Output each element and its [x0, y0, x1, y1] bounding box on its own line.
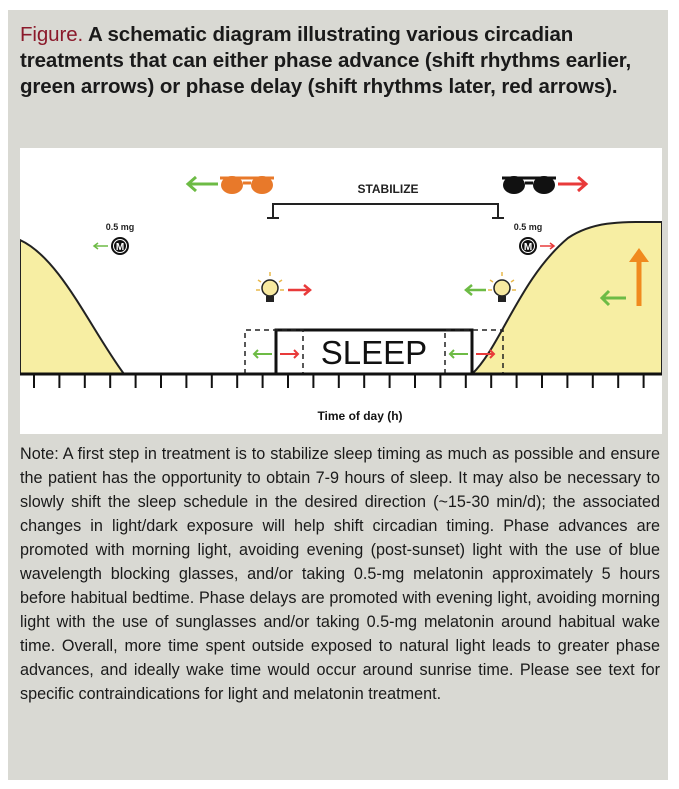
- melatonin-symbol-left: M: [115, 242, 125, 253]
- blue-blocking-glasses-icon: [220, 176, 274, 194]
- axis-label: Time of day (h): [317, 409, 403, 423]
- caption-text: A schematic diagram illustrating various circadian treatments that can either phase advance (shift rhythms earlier, green arrows) or phase delay (shift rhythms later, red arrows).: [20, 23, 632, 98]
- lightbulb-icon-left: [256, 272, 284, 302]
- evening-light-curve: [20, 240, 124, 374]
- diagram-svg: [20, 148, 662, 434]
- figure-caption: [20, 22, 660, 100]
- caption-lead: Figure.: [20, 23, 84, 46]
- figure-panel: [8, 10, 668, 780]
- axis-ticks: [34, 374, 644, 388]
- lightbulb-icon-right: [488, 272, 516, 302]
- melatonin-pill-icon-right: [519, 237, 537, 255]
- melatonin-symbol-right: M: [523, 242, 533, 253]
- sunglasses-delay-arrow: [558, 177, 586, 191]
- figure-note: Note: A first step in treatment is to stabilize sleep timing as much as possible and ensure the patient has the opportunity to obtain 7-9 hours of sleep. It may also be necessary to slowly shift the sleep schedule in the desired direction (~15-30 min/d); the associated changes in light/dark exposure will help shift circadian timing. Phase advances are promoted with morning light, avoiding evening (post-sunset) light with the use of blue wavelength blocking glasses, and/or taking 0.5-mg melatonin approximately 5 hours before habitual bedtime. Phase delays are promoted with evening light, avoiding morning light with the use of sunglasses and/or taking 0.5-mg melatonin around habitual wake time. Overall, more time spent outside exposed to natural light leads to greater phase advances, and ideally wake time would occur around sunrise time. Please see text for specific contraindications for light and melatonin treatment.: [20, 445, 660, 703]
- melatonin-dose-left: 0.5 mg: [105, 222, 135, 232]
- sunglasses-icon: [502, 176, 556, 194]
- stabilize-bracket: [273, 204, 498, 218]
- melatonin-dose-right: 0.5 mg: [513, 222, 543, 232]
- circadian-diagram: [20, 148, 662, 434]
- glasses-advance-arrow: [188, 177, 218, 191]
- sleep-onset-advance-arrow: [254, 350, 272, 358]
- stabilize-label: STABILIZE: [357, 182, 419, 196]
- light-advance-arrow: [466, 285, 486, 295]
- melatonin-pill-icon-left: [111, 237, 129, 255]
- light-delay-arrow: [288, 285, 310, 295]
- sleep-label: SLEEP: [320, 334, 428, 371]
- melatonin-advance-arrow: [94, 243, 108, 249]
- melatonin-delay-arrow: [540, 243, 554, 249]
